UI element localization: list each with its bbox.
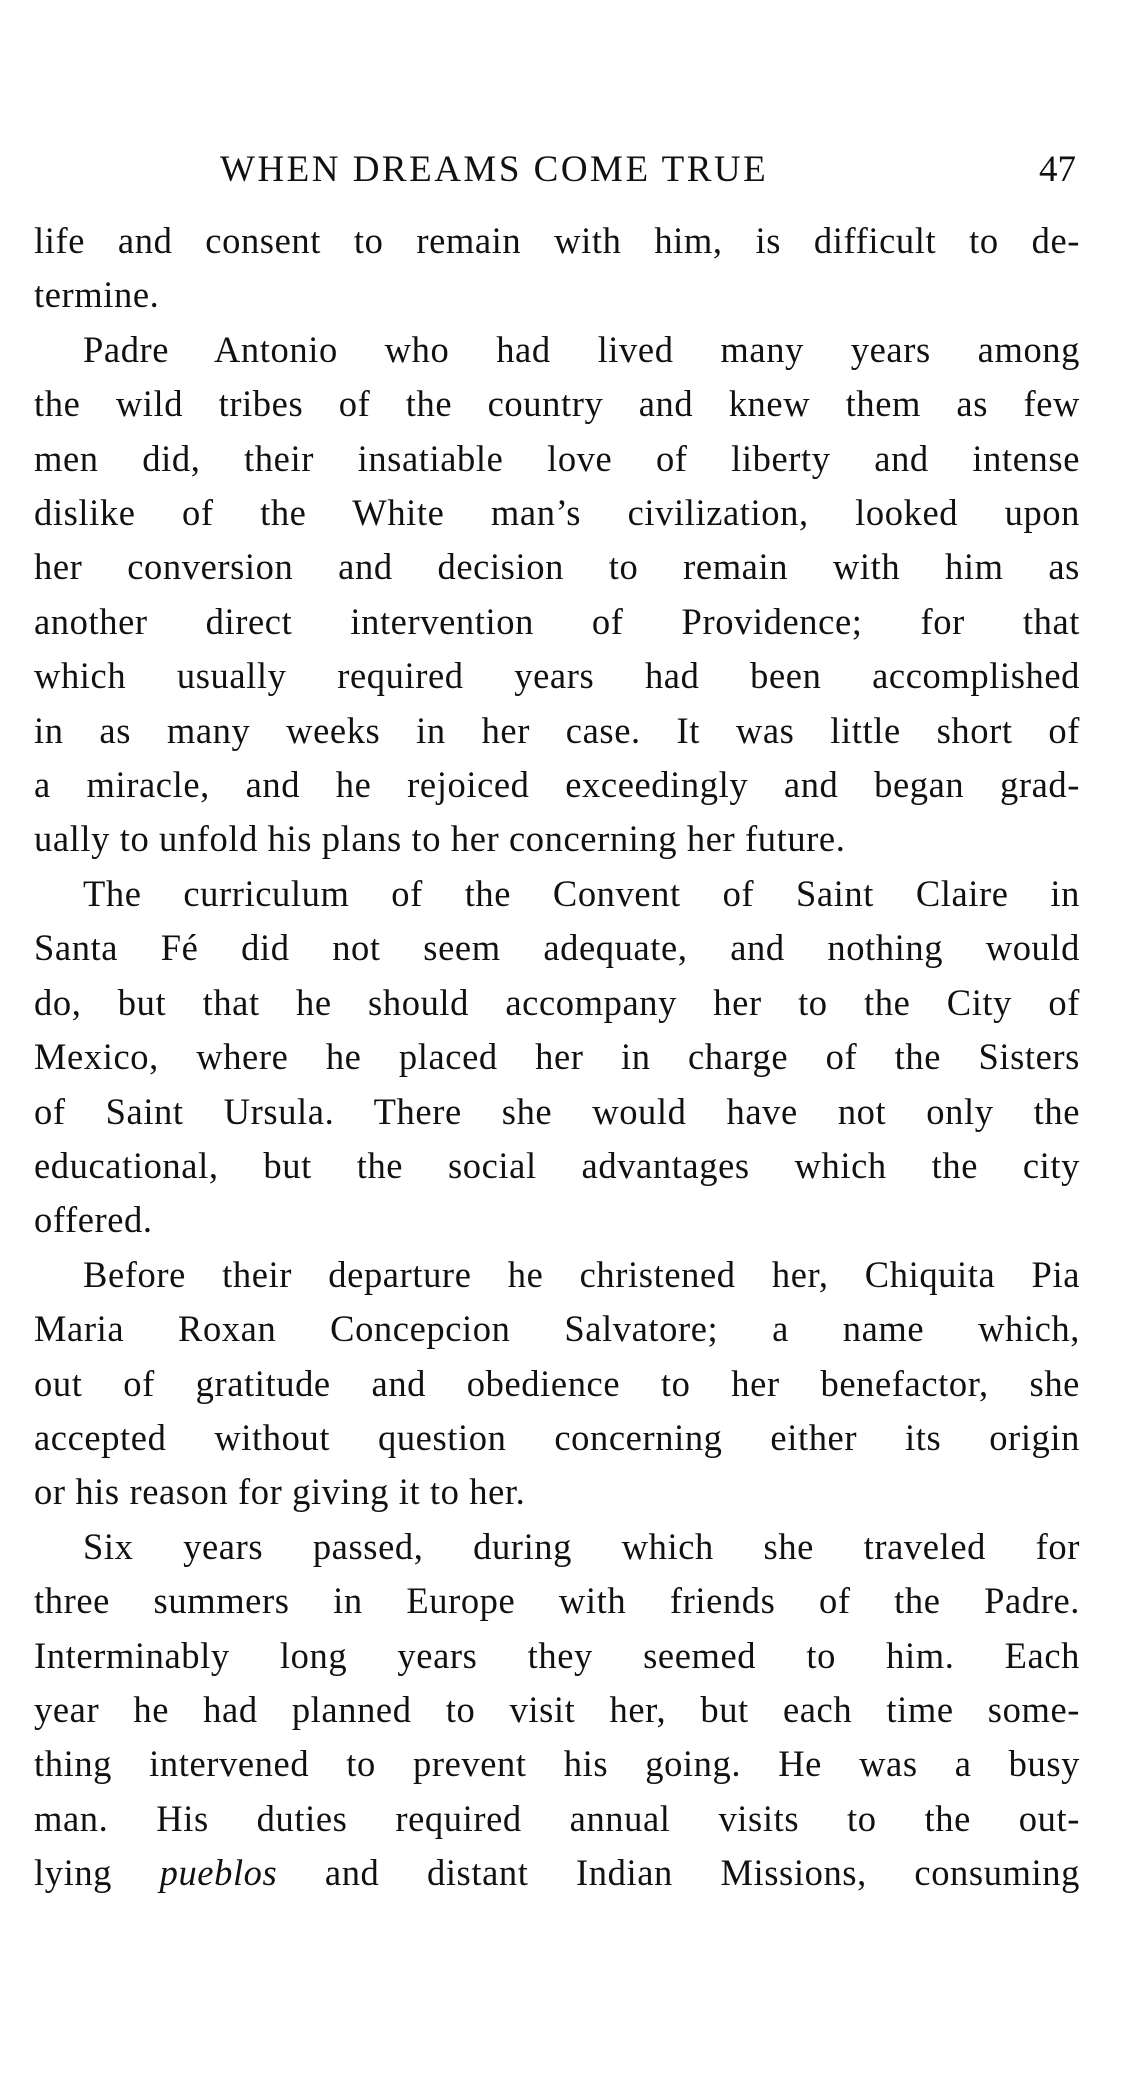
paragraph bbox=[34, 1520, 1080, 1901]
text-line: Six years passed, during which she traveled for bbox=[83, 1525, 1080, 1567]
text-line: Interminably long years they seemed to him. Each bbox=[34, 1634, 1080, 1676]
text-fragment: and distant Indian Missions, consuming bbox=[277, 1852, 1080, 1894]
text-line: which usually required years had been accomplished bbox=[34, 655, 1080, 697]
text-line: offered. bbox=[34, 1199, 153, 1241]
text-line: of Saint Ursula. There she would have not only the bbox=[34, 1090, 1080, 1132]
text-line: a miracle, and he rejoiced exceedingly and began grad- bbox=[34, 764, 1080, 806]
text-line: educational, but the social advantages which the city bbox=[34, 1144, 1080, 1186]
text-line: Santa Fé did not seem adequate, and nothing would bbox=[34, 927, 1080, 969]
paragraph bbox=[34, 867, 1080, 1248]
text-line: man. His duties required annual visits to the out- bbox=[34, 1797, 1080, 1839]
text-line: out of gratitude and obedience to her benefactor, she bbox=[34, 1362, 1080, 1404]
text-line-final bbox=[34, 1846, 1080, 1900]
paragraph bbox=[34, 323, 1080, 867]
text-line: three summers in Europe with friends of the Padre. bbox=[34, 1580, 1080, 1622]
text-line: year he had planned to visit her, but each time some- bbox=[34, 1688, 1080, 1730]
book-page bbox=[34, 140, 1080, 1901]
text-line: Mexico, where he placed her in charge of the Sisters bbox=[34, 1036, 1080, 1078]
text-line: in as many weeks in her case. It was little short of bbox=[34, 709, 1080, 751]
text-line: Padre Antonio who had lived many years among bbox=[83, 328, 1080, 370]
text-line: ually to unfold his plans to her concerning her future. bbox=[34, 818, 846, 860]
running-title: WHEN DREAMS COME TRUE bbox=[220, 149, 769, 190]
text-fragment: lying bbox=[34, 1852, 160, 1894]
text-line: accepted without question concerning either its origin bbox=[34, 1416, 1080, 1458]
text-line: men did, their insatiable love of liberty and intense bbox=[34, 437, 1080, 479]
italic-term: pueblos bbox=[159, 1852, 278, 1894]
text-line: another direct intervention of Providence; for that bbox=[34, 600, 1080, 642]
paragraph bbox=[34, 1248, 1080, 1520]
text-line: The curriculum of the Convent of Saint Claire in bbox=[83, 872, 1080, 914]
text-line: termine. bbox=[34, 274, 160, 316]
page-number: 47 bbox=[1039, 149, 1076, 190]
text-line: Before their departure he christened her, Chiquita Pia bbox=[83, 1253, 1080, 1295]
text-line: thing intervened to prevent his going. He was a busy bbox=[34, 1743, 1080, 1785]
running-head bbox=[34, 140, 1080, 200]
text-line: or his reason for giving it to her. bbox=[34, 1471, 526, 1513]
text-line: life and consent to remain with him, is difficult to de- bbox=[34, 220, 1080, 261]
paragraph bbox=[34, 214, 1080, 323]
body-text bbox=[34, 214, 1080, 1901]
text-line: Maria Roxan Concepcion Salvatore; a name which, bbox=[34, 1308, 1080, 1350]
text-line: do, but that he should accompany her to the City of bbox=[34, 981, 1080, 1023]
text-line: her conversion and decision to remain with him as bbox=[34, 546, 1080, 588]
text-line: the wild tribes of the country and knew them as few bbox=[34, 383, 1080, 425]
text-line: dislike of the White man’s civilization, looked upon bbox=[34, 492, 1080, 534]
